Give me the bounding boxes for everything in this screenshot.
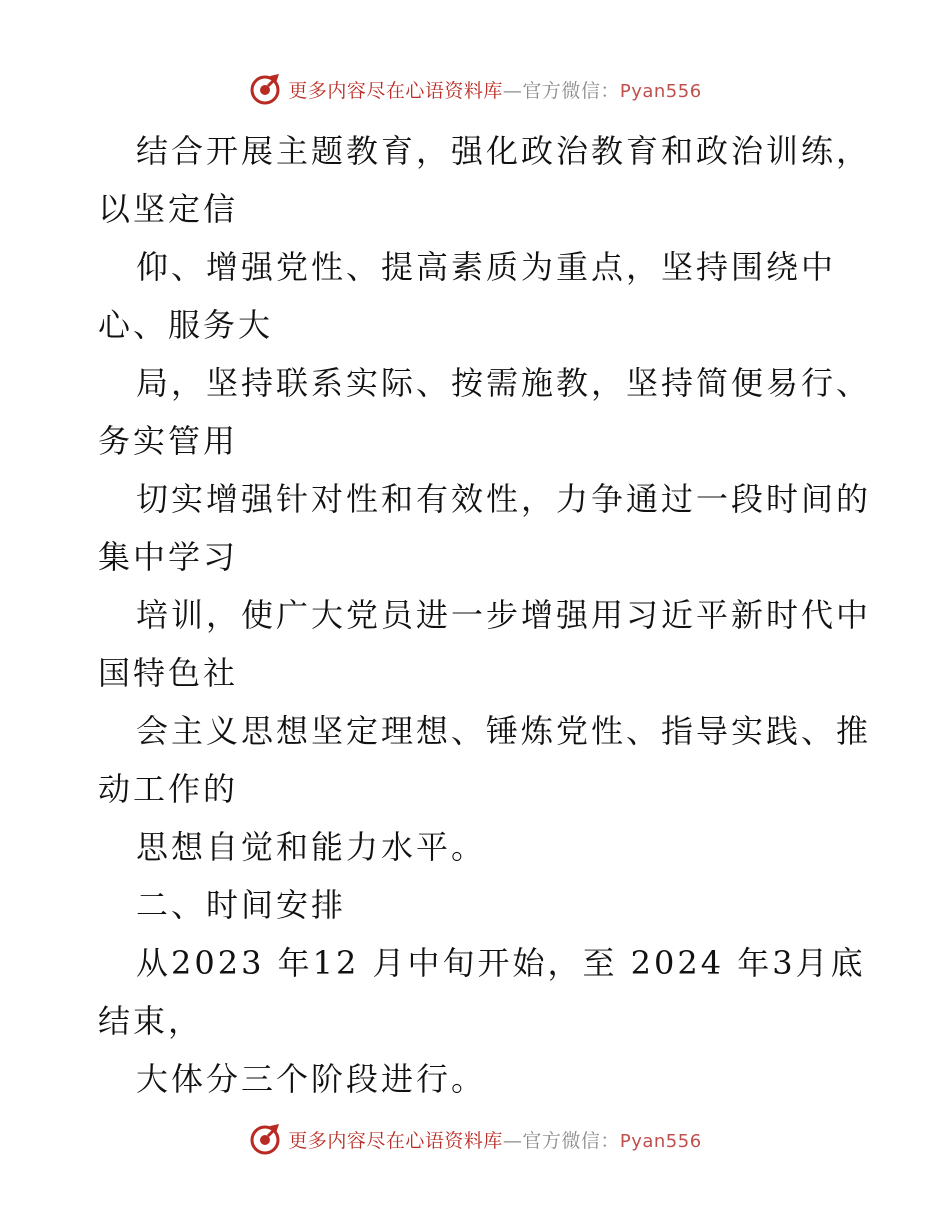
footer-banner (0, 1122, 950, 1156)
paragraph-line: 务实管用 (98, 422, 239, 460)
paragraph-line: 会主义思想坚定理想、锤炼党性、指导实践、推 (136, 712, 872, 750)
paragraph-line: 切实增强针对性和有效性，力争通过一段时间的 (136, 480, 872, 518)
header-text (288, 76, 701, 103)
document-body (98, 122, 872, 1108)
footer-wechat-label: 官方微信： (522, 1129, 620, 1152)
paragraph-line: 从2023 年12 月中旬开始，至 2024 年3月底 (136, 944, 866, 982)
header-banner (0, 72, 950, 106)
header-brand: 更多内容尽在心语资料库 (288, 79, 503, 102)
paragraph-line: 局，坚持联系实际、按需施教，坚持简便易行、 (136, 364, 872, 402)
header-wechat-id: Pyan556 (619, 80, 702, 102)
paragraph-line: 思想自觉和能力水平。 (136, 828, 487, 866)
header-wechat-label: 官方微信： (522, 79, 620, 102)
footer-text (288, 1126, 701, 1153)
footer-brand: 更多内容尽在心语资料库 (288, 1129, 503, 1152)
paragraph-line: 以坚定信 (98, 190, 239, 228)
paragraph-line: 国特色社 (98, 654, 239, 692)
paragraph-line: 心、服务大 (98, 306, 274, 344)
paragraph-line: 动工作的 (98, 770, 239, 808)
paragraph-line: 结束， (98, 1002, 204, 1040)
footer-wechat-id: Pyan556 (619, 1130, 702, 1152)
paragraph-line: 结合开展主题教育，强化政治教育和政治训练， (136, 132, 872, 170)
pen-seal-logo-icon (248, 72, 282, 106)
pen-seal-logo-icon (248, 1122, 282, 1156)
paragraph-line: 仰、增强党性、提高素质为重点，坚持围绕中 (136, 248, 837, 286)
paragraph-line: 培训，使广大党员进一步增强用习近平新时代中 (136, 596, 872, 634)
paragraph-line: 集中学习 (98, 538, 239, 576)
header-dash: — (502, 79, 523, 102)
footer-dash: — (502, 1129, 523, 1152)
paragraph-line: 二、时间安排 (136, 886, 347, 924)
paragraph-line: 大体分三个阶段进行。 (136, 1060, 487, 1098)
